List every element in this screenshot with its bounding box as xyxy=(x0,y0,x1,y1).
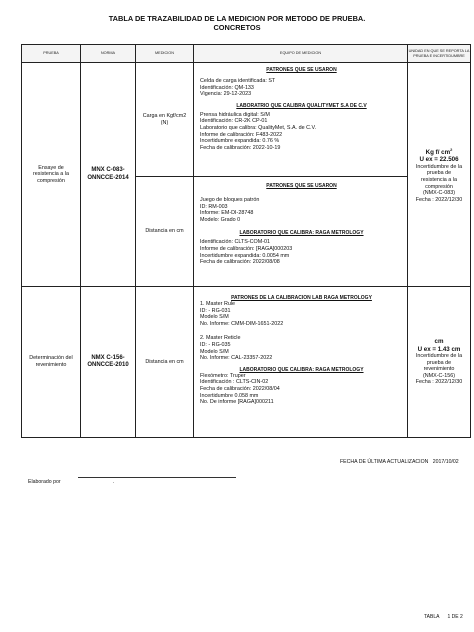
cell-medicion-distancia xyxy=(136,177,194,287)
section-heading: LABORATORIO QUE CALIBRA: RAGA METROLOGY xyxy=(239,230,364,237)
equipo-line: Juego de bloques patrón xyxy=(200,197,260,203)
header-medicion: MEDICION xyxy=(136,45,194,63)
section-heading: LABORATORIO QUE CALIBRA: RAGA METROLOGY xyxy=(239,366,364,373)
uncertainty-date: Fecha : 2022/12/30 xyxy=(415,379,463,386)
uncertainty-value: U ex = 1.43 cm xyxy=(417,345,461,353)
cell-norma-c083 xyxy=(81,63,136,287)
uncertainty-norma: (NMX-C-156) xyxy=(422,372,456,379)
equipo-line: Vigencia: 29-12-2023 xyxy=(200,91,252,98)
equipo-line: ID: - RG-035 xyxy=(200,341,231,348)
last-updated-value: 2017/10/02 xyxy=(432,459,459,465)
title-line-1: TABLA DE TRAZABILIDAD DE LA MEDICION POR METODO DE PRUEBA. xyxy=(108,14,366,23)
table-header-row xyxy=(22,45,471,63)
uncertainty-description: Incertidumbre de la prueba de resistencia a la compresión xyxy=(415,163,463,190)
cell-equipo-revenimiento xyxy=(194,287,408,438)
equipo-line: Incertidumbre expandida: 0.76 % xyxy=(200,138,280,145)
equipo-line: No. Informe: CMM-DIM-1651-2022 xyxy=(200,320,284,327)
equipo-line: Laboratorio que calibra: QualityMet, S.A. de C.V. xyxy=(200,124,317,131)
cell-unidad-compresion xyxy=(408,63,471,287)
equipo-line: Celda de carga identificada: ST xyxy=(200,78,276,84)
signature-line xyxy=(78,477,236,478)
equipo-line: Modelo S/M xyxy=(200,348,229,355)
last-updated xyxy=(340,459,459,465)
equipo-line: Identificación: CLTS-COM-01 xyxy=(200,239,271,246)
prueba-label: Ensaye de resistencia a la compresión xyxy=(33,164,69,184)
header-equipo: EQUIPO DE MEDICION xyxy=(194,45,408,63)
equipo-line: No. Informe: CAL-23357-2022 xyxy=(200,355,273,362)
cell-prueba-revenimiento xyxy=(22,287,81,438)
cell-medicion-carga xyxy=(136,63,194,177)
uncertainty-norma: (NMX-C-083) xyxy=(422,190,456,197)
equipo-line: Incertidumbre 0.058 mm xyxy=(200,392,259,399)
cell-equipo-distancia xyxy=(194,177,408,287)
signature-dot: . xyxy=(113,479,115,485)
table-row xyxy=(22,287,471,438)
cell-unidad-revenimiento xyxy=(408,287,471,438)
last-updated-label: FECHA DE ÚLTIMA ACTUALIZACION xyxy=(340,459,429,465)
document-title xyxy=(0,14,474,32)
norma-label: NMX C-156-ONNCCE-2010 xyxy=(87,354,129,368)
medicion-label: Distancia en cm xyxy=(145,228,184,235)
section-heading: LABORATRIO QUE CALIBRA QUALITYMET S.A DE C.V xyxy=(236,102,367,109)
header-prueba: PRUEBA xyxy=(22,45,81,63)
elaborado-label: Elaborado por xyxy=(28,479,61,485)
equipo-line: ID: RM-003 xyxy=(200,203,228,210)
equipo-line: Identificación : CLTS-CIN-02 xyxy=(200,379,269,386)
equipo-line: Informe de calibración: F483-2022 xyxy=(200,131,283,138)
cell-medicion-revenimiento xyxy=(136,287,194,438)
uncertainty-date: Fecha : 2022/12/30 xyxy=(415,196,463,203)
section-heading: PATRONES DE LA CALIBRACION LAB RAGA METROLOGY xyxy=(231,295,372,301)
section-heading: PATRONES QUE SE USARON xyxy=(266,183,337,189)
header-unidad: UNIDAD EN QUE SE REPORTA LA PRUEBA E INCERTIDUMBRE xyxy=(408,45,471,63)
equipo-line: Identificación: CR-2K CP-01 xyxy=(200,118,268,125)
unit-label: Kg f/ $cm^2$ xyxy=(425,146,453,156)
equipo-line: 1. Master Rule xyxy=(200,301,236,307)
header-norma: NORMA xyxy=(81,45,136,63)
table-row xyxy=(22,63,471,177)
page-footer xyxy=(424,614,463,620)
cell-equipo-carga xyxy=(194,63,408,177)
cell-norma-c156 xyxy=(81,287,136,438)
equipo-line: Modelo: Grado 0 xyxy=(200,216,241,223)
title-line-2: CONCRETOS xyxy=(213,23,261,32)
footer-label: TABLA xyxy=(424,614,440,620)
equipo-line: Incertidumbre expandida: 0.0054 mm xyxy=(200,252,290,259)
unit-label: cm xyxy=(434,337,444,345)
uncertainty-value: U ex = 22.506 xyxy=(419,156,459,164)
norma-label: MNX C-083-ONNCCE-2014 xyxy=(87,167,129,181)
equipo-line: Identificación: QM-133 xyxy=(200,84,254,91)
medicion-label: Carga en Kgf/cm2 (N) xyxy=(142,112,187,126)
equipo-line: Fecha de calibración: 2022-10-19 xyxy=(200,144,281,151)
uncertainty-description: Incertidumbre de la prueba de revenimiento xyxy=(415,353,463,373)
equipo-line: No. De informe [RAGA]000211 xyxy=(200,399,274,406)
cell-prueba-compresion xyxy=(22,63,81,287)
equipo-line: Fecha de calibración: 2022/08/08 xyxy=(200,259,280,266)
traceability-table xyxy=(21,44,471,438)
equipo-line: ID: - RG-031 xyxy=(200,307,231,314)
prueba-label: Determinación del revenimiento xyxy=(29,355,73,368)
equipo-line: Prensa hidráulica digital: S/M xyxy=(200,111,270,118)
equipo-line: Informe: EM-DI-28748 xyxy=(200,210,254,217)
equipo-line: Fecha de calibración: 2022/08/04 xyxy=(200,385,280,392)
section-heading: PATRONES QUE SE USARON xyxy=(266,67,337,73)
equipo-line: 2. Master Reticle xyxy=(200,335,241,342)
equipo-line: Informe de calibración: [RAGA]000203 xyxy=(200,245,293,252)
equipo-line: Modelo S/M xyxy=(200,314,229,321)
page-number: 1 DE 2 xyxy=(447,614,463,620)
medicion-label: Distancia en cm xyxy=(145,358,184,365)
equipo-line: Flexómetro: Truper xyxy=(200,372,246,379)
